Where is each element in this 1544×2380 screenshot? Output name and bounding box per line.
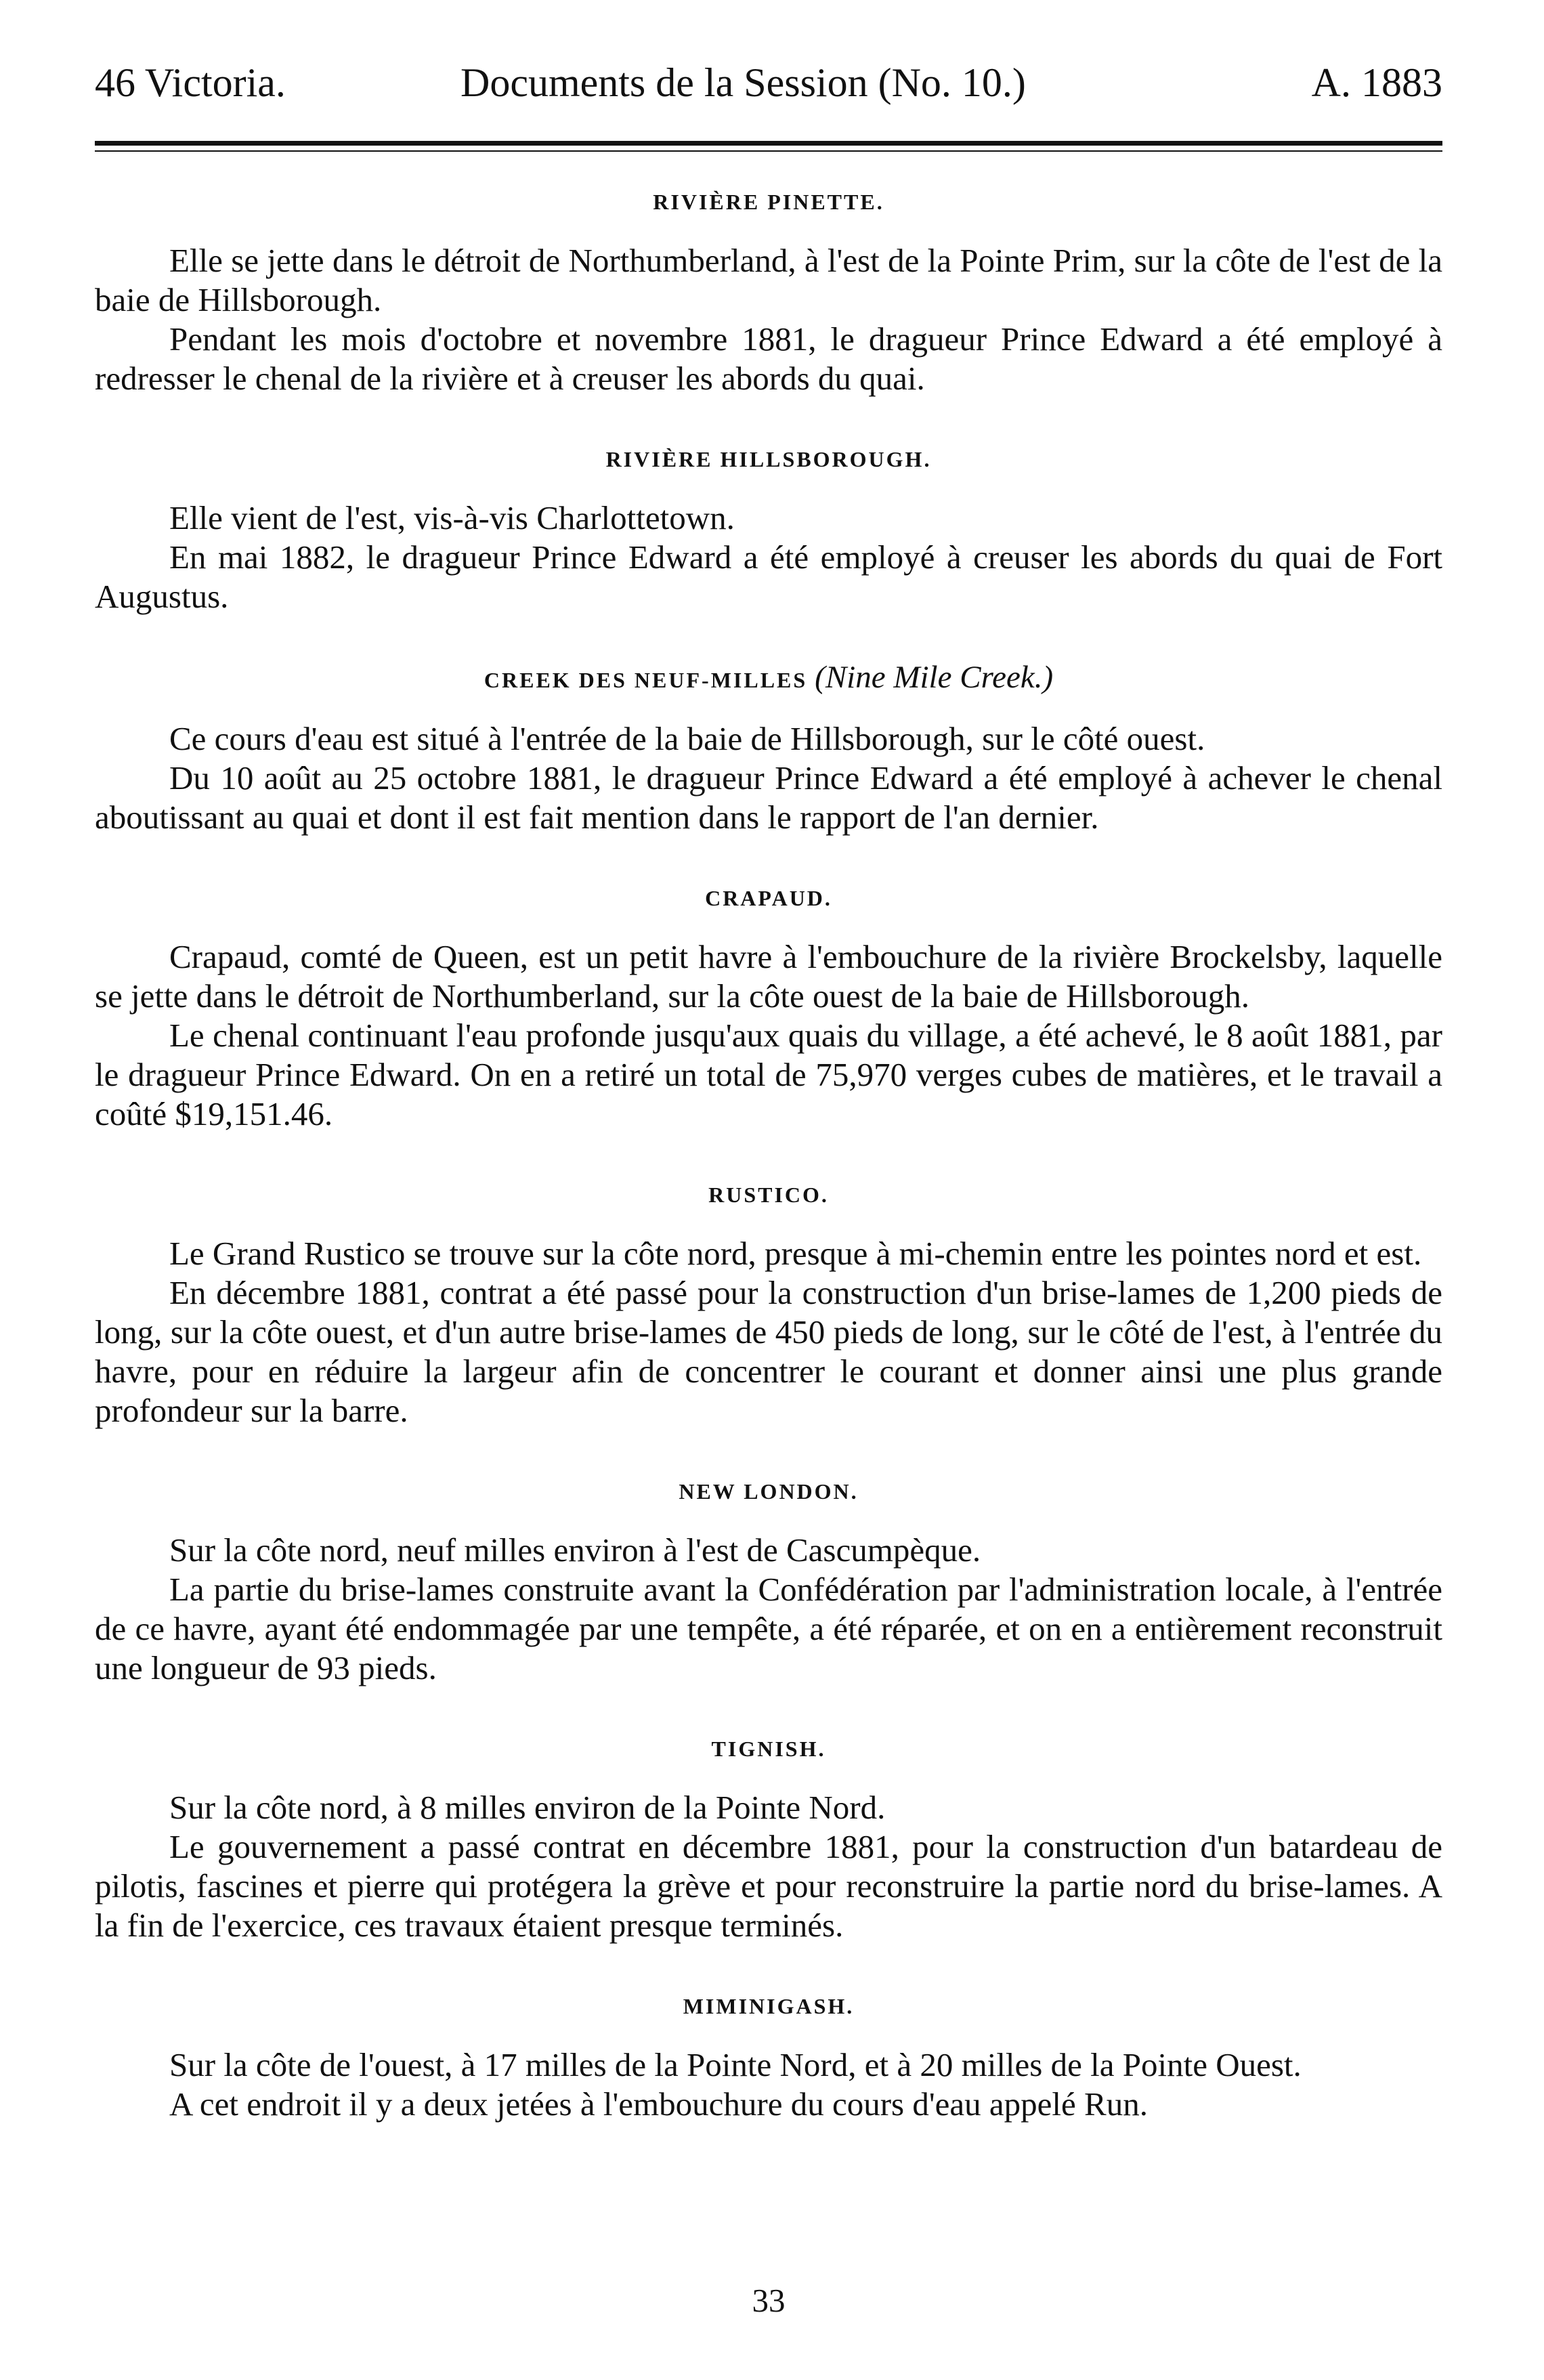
paragraph: Le Grand Rustico se trouve sur la côte nord, presque à mi-chemin entre les pointes nord et est. [169,1235,1422,1272]
section-heading-wrapper [95,660,1442,695]
section-crapaud [95,885,1442,1134]
section-tignish [95,1735,1442,1945]
paragraph: La partie du brise-lames construite avant la Confédération par l'administration locale, à l'entrée de ce havre, ayant été endommagée par une tempête, a été réparée, et on en a entièrement reconstruit une longueur de 93 pieds. [95,1571,1442,1686]
section-heading: TIGNISH. [711,1737,826,1761]
paragraph: Elle vient de l'est, vis-à-vis Charlottetown. [169,499,735,536]
section-heading: NEW LONDON. [679,1479,859,1504]
section-heading-english [815,660,1053,695]
section-heading-english-text: (Nine Mile Creek.) [815,660,1054,695]
section-heading: RIVIÈRE HILLSBOROUGH. [605,447,932,471]
paragraph: Crapaud, comté de Queen, est un petit havre à l'embouchure de la rivière Brockelsby, laquelle se jette dans le détroit de Northumberland, sur la côte ouest de la baie de Hillsborough. [95,938,1442,1015]
paragraph: Le gouvernement a passé contrat en décembre 1881, pour la construction d'un batardeau de pilotis, fascines et pierre qui protégera la grève et pour reconstruire la partie nord du brise-lames. A la fin de l'exercice, ces travaux étaient presque terminés. [95,1828,1442,1944]
section-riviere-hillsborough [95,446,1442,616]
running-header [95,56,1442,110]
section-heading: CRAPAUD. [705,886,832,910]
paragraph: En mai 1882, le dragueur Prince Edward a été employé à creuser les abords du quai de Fort Augustus. [95,538,1442,615]
paragraph: En décembre 1881, contrat a été passé pour la construction d'un brise-lames de 1,200 pieds de long, sur la côte ouest, et d'un autre brise-lames de 450 pieds de long, sur le côté de l'est, à l'entrée du havre, pour en réduire la largeur afin de concentrer le courant et donner ainsi une plus grande profondeur sur la barre. [95,1274,1442,1429]
section-heading: RUSTICO. [708,1183,829,1207]
document-body [95,188,1442,2171]
section-heading: MIMINIGASH. [683,1994,855,2018]
paragraph: Sur la côte de l'ouest, à 17 milles de la Pointe Nord, et à 20 milles de la Pointe Ouest. [169,2046,1302,2083]
paragraph: Sur la côte nord, à 8 milles environ de la Pointe Nord. [169,1789,886,1826]
paragraph: Sur la côte nord, neuf milles environ à l'est de Cascumpèque. [169,1531,981,1569]
header-year: A. 1883 [1311,60,1442,105]
section-rustico [95,1181,1442,1430]
paragraph: A cet endroit il y a deux jetées à l'embouchure du cours d'eau appelé Run. [169,2085,1148,2123]
paragraph: Elle se jette dans le détroit de Northumberland, à l'est de la Pointe Prim, sur la côte de l'est de la baie de Hillsborough. [95,242,1442,318]
section-riviere-pinette [95,188,1442,398]
paragraph: Pendant les mois d'octobre et novembre 1881, le dragueur Prince Edward a été employé à redresser le chenal de la rivière et à creuser les abords du quai. [95,320,1442,397]
paragraph: Le chenal continuant l'eau profonde jusqu'aux quais du village, a été achevé, le 8 août 1881, par le dragueur Prince Edward. On en a retiré un total de 75,970 verges cubes de matières, et le travail a coûté $19,151.46. [95,1017,1442,1132]
section-creek-neuf-milles [95,660,1442,837]
section-new-london [95,1478,1442,1688]
section-heading: RIVIÈRE PINETTE. [653,190,884,214]
paragraph: Ce cours d'eau est situé à l'entrée de la baie de Hillsborough, sur le côté ouest. [169,720,1205,757]
header-rule-thin [95,150,1442,152]
header-title: Documents de la Session (No. 10.) [460,60,1026,105]
document-page [95,0,1442,2380]
section-miminigash [95,1993,1442,2124]
header-rule-thick [95,141,1442,146]
header-volume: 46 Victoria. [95,60,286,105]
page-number: 33 [752,2282,786,2319]
paragraph: Du 10 août au 25 octobre 1881, le dragueur Prince Edward a été employé à achever le chenal aboutissant au quai et dont il est fait mention dans le rapport de l'an dernier. [95,759,1442,836]
section-heading: CREEK DES NEUF-MILLES [484,668,808,692]
